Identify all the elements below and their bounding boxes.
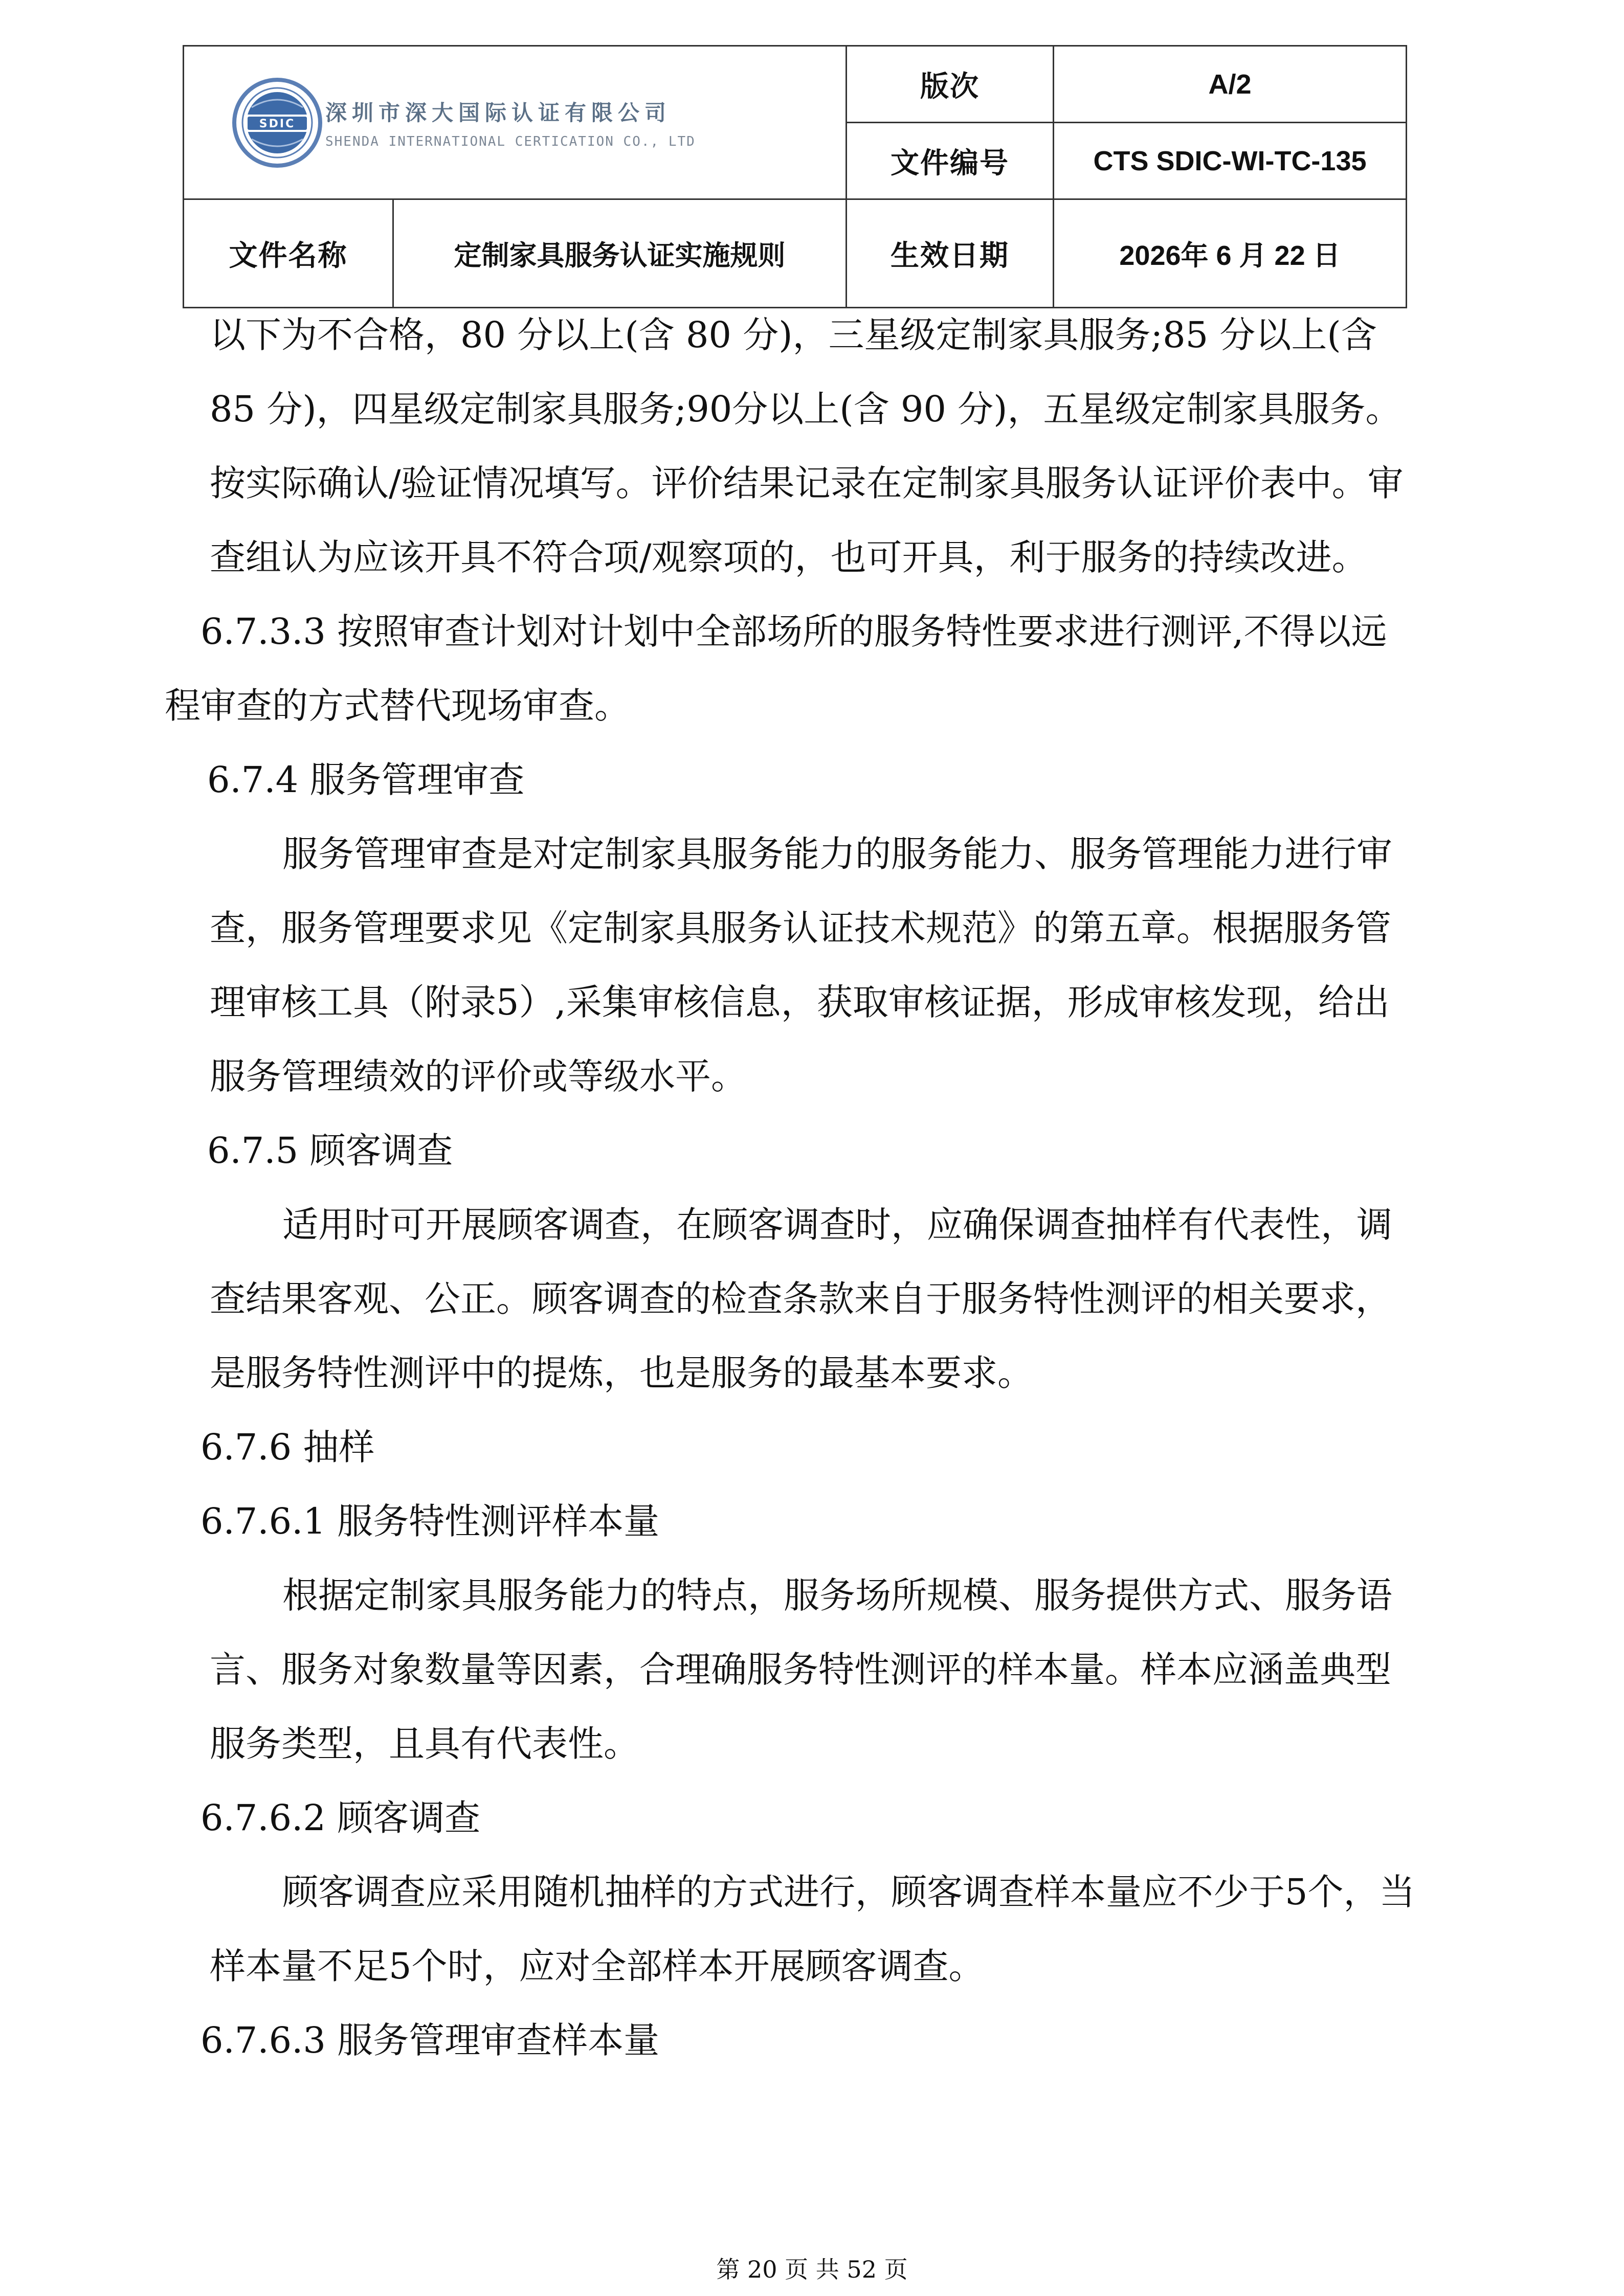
body-line-11: 服务管理绩效的评价或等级水平。 — [210, 1055, 747, 1097]
section-heading-6-7-5: 6.7.5 顾客调查 — [207, 1130, 453, 1172]
body-line-6: 程审查的方式替代现场审查。 — [165, 685, 630, 727]
body-line-5: 6.7.3.3 按照审查计划对计划中全部场所的服务特性要求进行测评,不得以远 — [201, 611, 1387, 652]
version-label: 版次 — [847, 46, 1054, 123]
body-line-13: 适用时可开展顾客调查，在顾客调查时，应确保调查抽样有代表性，调 — [282, 1204, 1392, 1246]
section-heading-6-7-6-3: 6.7.6.3 服务管理审查样本量 — [201, 2019, 660, 2061]
body-line-8: 服务管理审查是对定制家具服务能力的服务能力、服务管理能力进行审 — [282, 833, 1392, 875]
section-heading-6-7-6-1: 6.7.6.1 服务特性测评样本量 — [201, 1500, 660, 1542]
company-name-cn: 深圳市深大国际认证有限公司 — [325, 100, 672, 125]
section-heading-6-7-4: 6.7.4 服务管理审查 — [207, 759, 525, 801]
body-line-23: 样本量不足5个时，应对全部样本开展顾客调查。 — [210, 1945, 985, 1987]
body-line-14: 查结果客观、公正。顾客调查的检查条款来自于服务特性测评的相关要求， — [210, 1278, 1391, 1320]
doc-number-value: CTS SDIC-WI-TC-135 — [1054, 123, 1407, 199]
body-line-9: 查，服务管理要求见《定制家具服务认证技术规范》的第五章。根据服务管 — [210, 907, 1391, 949]
logo-mark-text: SDIC — [259, 117, 296, 130]
section-heading-6-7-6-2: 6.7.6.2 顾客调查 — [201, 1797, 481, 1839]
doc-name-value: 定制家具服务认证实施规则 — [393, 199, 847, 308]
company-logo-cell — [184, 46, 847, 199]
page-number-footer: 第 20 页 共 52 页 — [716, 2256, 908, 2283]
body-line-20: 服务类型，且具有代表性。 — [210, 1723, 639, 1765]
body-line-1: 以下为不合格，80 分以上(含 80 分)，三星级定制家具服务;85 分以上(含 — [210, 314, 1377, 356]
sdic-logo-icon — [231, 77, 323, 169]
body-line-15: 是服务特性测评中的提炼，也是服务的最基本要求。 — [210, 1352, 1033, 1394]
body-line-3: 按实际确认/验证情况填写。评价结果记录在定制家具服务认证评价表中。审 — [210, 462, 1404, 504]
body-line-19: 言、服务对象数量等因素，合理确服务特性测评的样本量。样本应涵盖典型 — [210, 1649, 1391, 1691]
doc-number-label: 文件编号 — [847, 123, 1054, 199]
body-line-4: 查组认为应该开具不符合项/观察项的，也可开具，利于服务的持续改进。 — [210, 536, 1368, 578]
company-name-en: SHENDA INTERNATIONAL CERTICATION CO., LTD — [325, 133, 696, 149]
body-line-22: 顾客调查应采用随机抽样的方式进行，顾客调查样本量应不少于5个，当 — [282, 1871, 1415, 1913]
document-header-table — [183, 45, 1407, 308]
body-line-18: 根据定制家具服务能力的特点，服务场所规模、服务提供方式、服务语 — [282, 1574, 1392, 1616]
doc-name-label: 文件名称 — [184, 199, 393, 308]
effective-date-value: 2026年 6 月 22 日 — [1054, 199, 1407, 308]
body-line-2: 85 分)，四星级定制家具服务;90分以上(含 90 分)，五星级定制家具服务。 — [210, 388, 1401, 430]
section-heading-6-7-6: 6.7.6 抽样 — [201, 1426, 375, 1468]
version-value: A/2 — [1054, 46, 1407, 123]
effective-date-label: 生效日期 — [847, 199, 1054, 308]
body-line-10: 理审核工具（附录5）,采集审核信息，获取审核证据，形成审核发现，给出 — [210, 981, 1390, 1023]
